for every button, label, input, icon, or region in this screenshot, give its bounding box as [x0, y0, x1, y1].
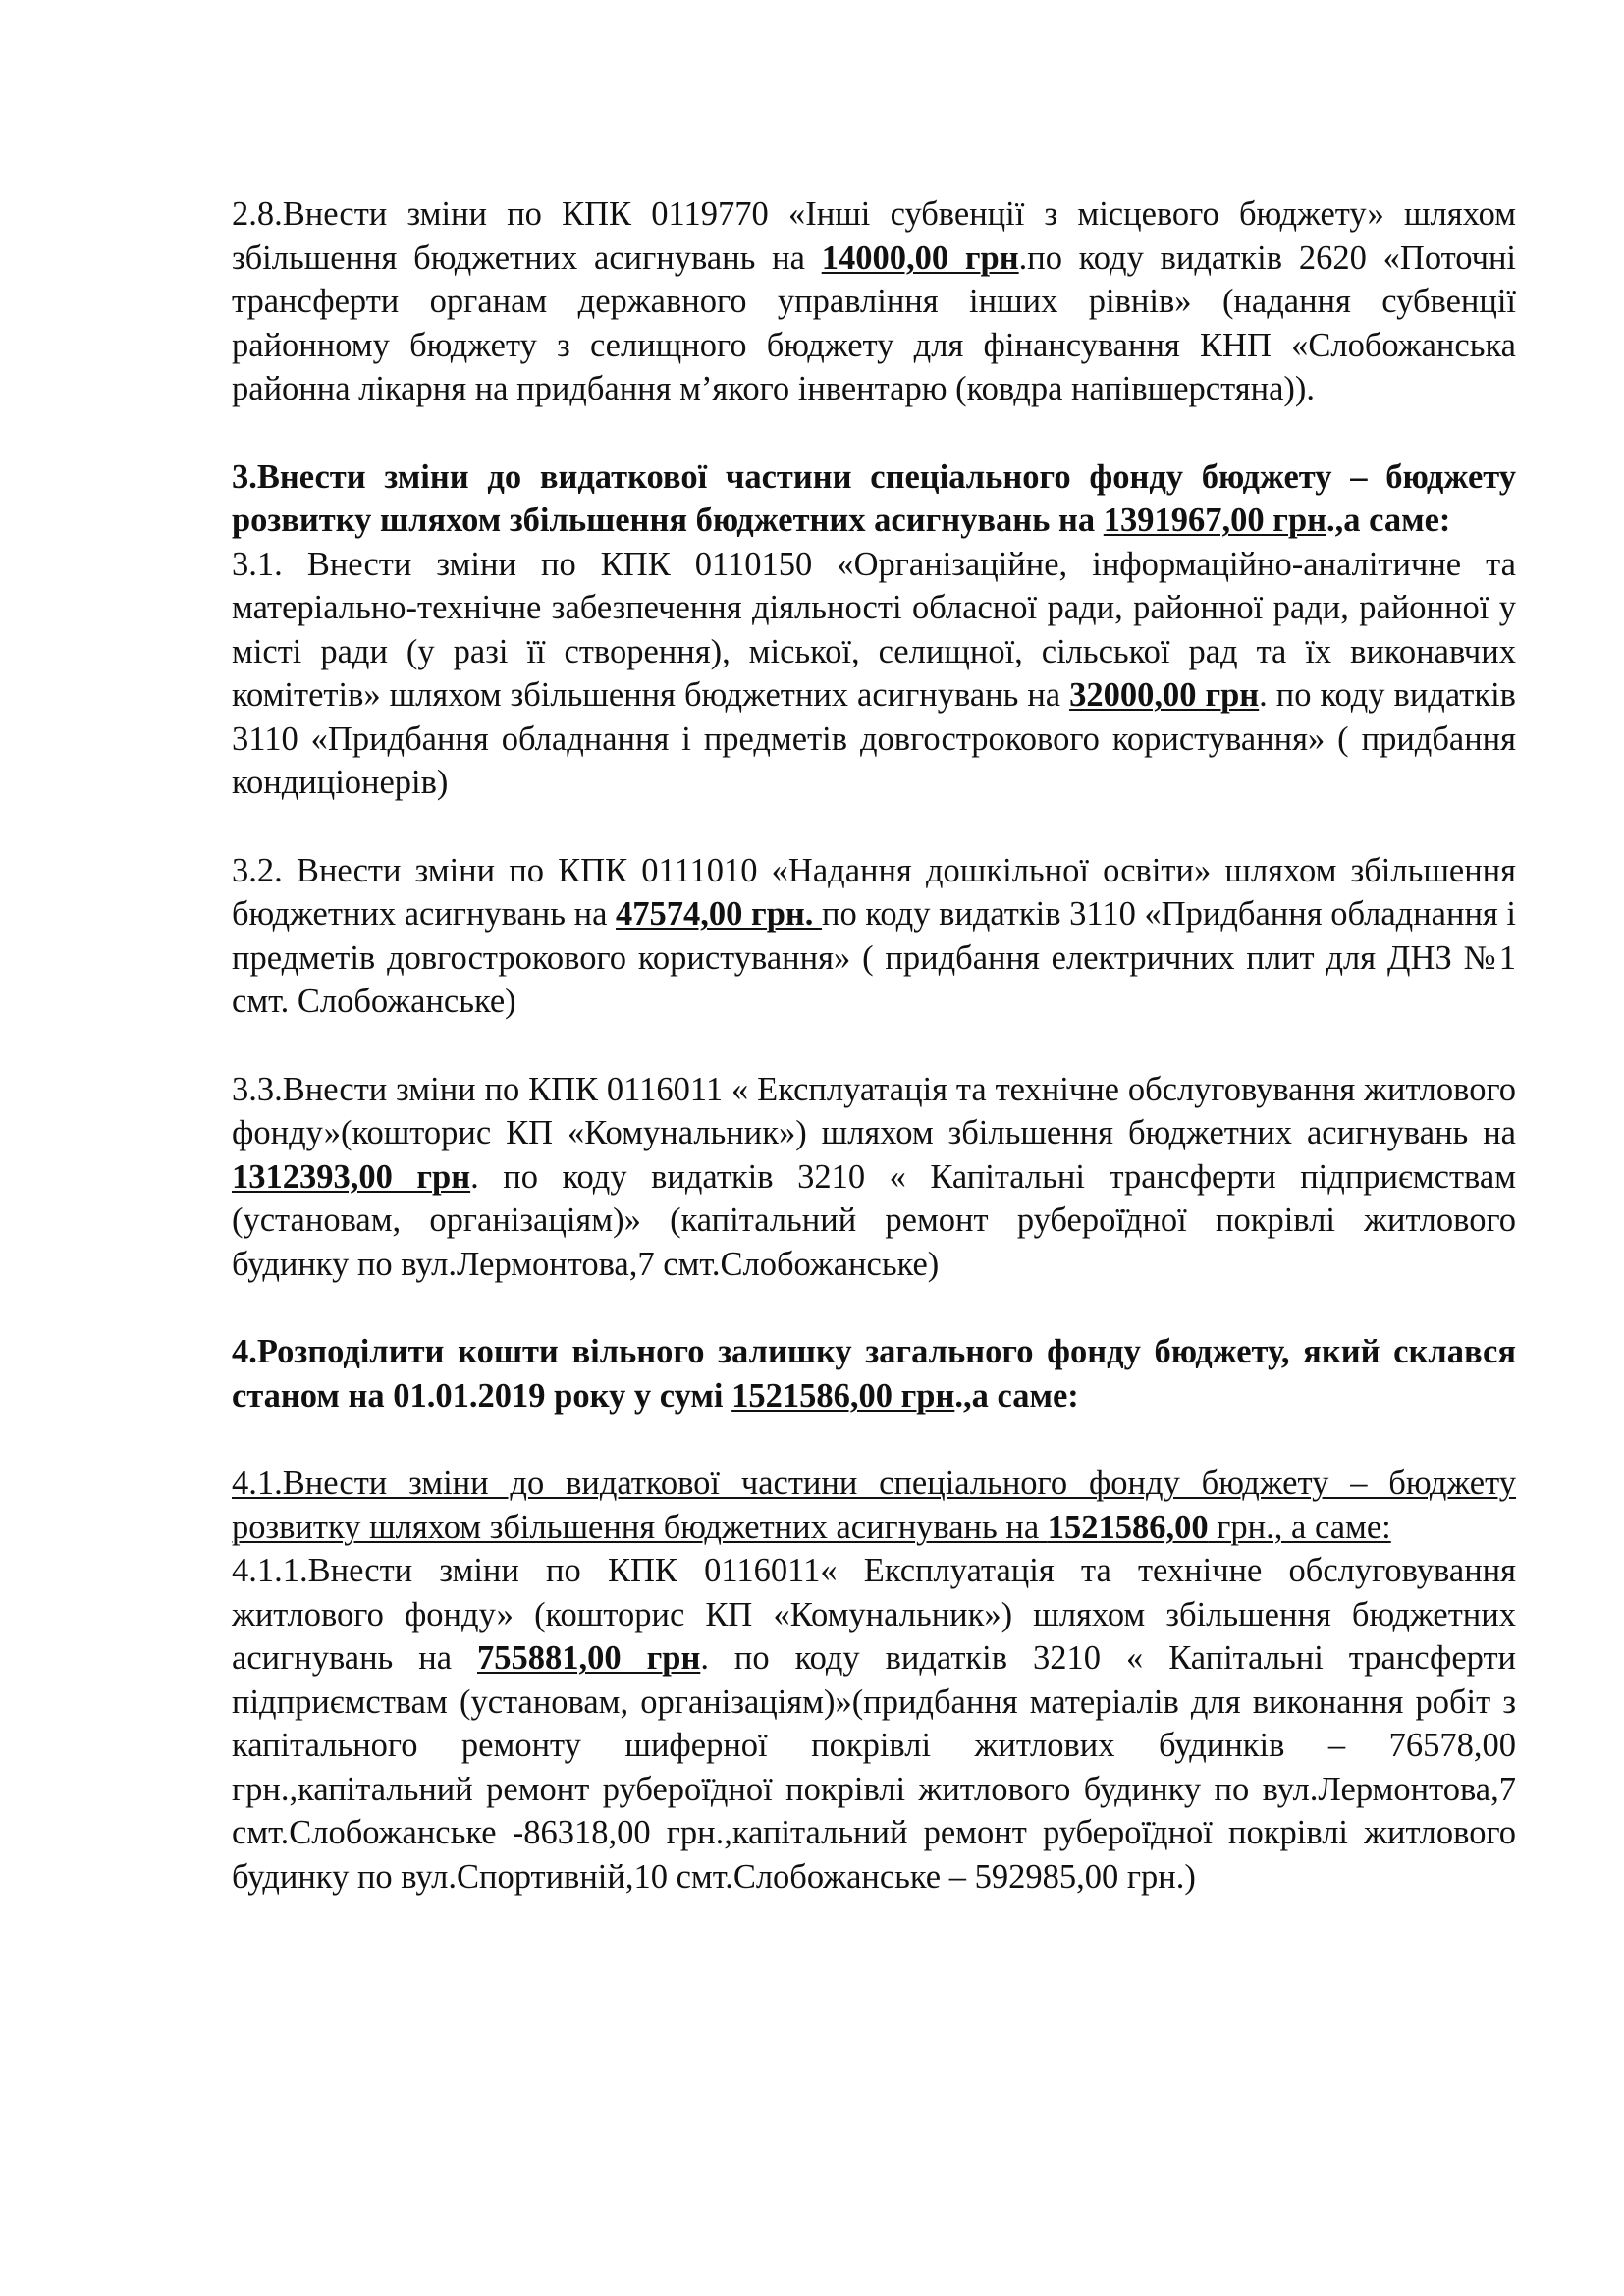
paragraph-3-3-text: 3.3.Внести зміни по КПК 0116011 « Експлуатація та технічне обслуговування житлового фонду»(кошторис КП «Комунальник») шляхом збільшення бюджетних асигнувань на — [232, 1070, 1516, 1151]
paragraph-3-1-text-end: . по коду видатків 3110 «Придбання обладнання і предметів довгострокового користування» ( придбання кондиціонерів) — [232, 676, 1516, 801]
paragraph-2-8-amount: 14000,00 грн — [821, 239, 1019, 277]
section-4-heading-text: 4.Розподілити кошти вільного залишку загального фонду бюджету, який склався станом на 01.01.2019 року у сумі — [232, 1333, 1516, 1415]
paragraph-4-1-1 — [232, 1549, 1516, 1898]
paragraph-4-1-text-end: грн., а саме: — [1208, 1508, 1391, 1546]
paragraph-4-1-1-text: 4.1.1.Внести зміни по КПК 0116011« Експлуатація та технічне обслуговування житлового фонду» (кошторис КП «Комунальник») шляхом збільшення бюджетних асигнувань на — [232, 1552, 1516, 1677]
paragraph-2-8-text-end: .по коду видатків 2620 «Поточні трансферти органам державного управління інших рівнів» (надання субвенції районному бюджету з селищного бюджету для фінансування КНП «Слобожанська районна лікарня на придбання м’якого інвентарю (ковдра напівшерстяна)). — [232, 239, 1516, 407]
paragraph-2-8-text: 2.8.Внести зміни по КПК 0119770 «Інші субвенції з місцевого бюджету» шляхом збільшення бюджетних асигнувань на — [232, 195, 1516, 277]
paragraph-3-1-amount: 32000,00 грн — [1069, 676, 1260, 714]
paragraph-3-2-text-end: по коду видатків 3110 «Придбання обладнання і предметів довгострокового користування» ( придбання електричних плит для ДНЗ №1 смт. Слобожанське) — [232, 895, 1517, 1020]
paragraph-4-1-1-amount: 755881,00 грн — [477, 1639, 701, 1677]
paragraph-4-1-1-text-end: . по коду видатків 3210 « Капітальні трансферти підприємствам (установам, організаціям)»(придбання матеріалів для виконання робіт з капітального ремонту шиферної покрівлі житлових будинків – 76578,00 грн.,капітальний ремонт руберої̈дної покрівлі житлового будинку по вул.Лермонтова,7 смт.Слобожанське -86318,00 грн.,капітальний ремонт руберої̈дної покрівлі житлового будинку по вул.Спортивній,10 смт.Слобожанське – 592985,00 грн.) — [232, 1639, 1516, 1896]
paragraph-3-2-text: 3.2. Внести зміни по КПК 0111010 «Надання дошкільної освіти» шляхом збільшення бюджетних асигнувань на — [232, 851, 1516, 933]
document-body — [232, 192, 1516, 1898]
section-4-heading-end: .,а саме: — [954, 1376, 1079, 1415]
section-3-heading — [232, 455, 1516, 543]
paragraph-4-1-amount: 1521586,00 — [1047, 1508, 1209, 1546]
paragraph-4-1-text: 4.1.Внести зміни до видаткової частини спеціального фонду бюджету – бюджету розвитку шляхом збільшення бюджетних асигнувань на — [232, 1465, 1516, 1546]
section-3-amount: 1391967,00 грн — [1103, 502, 1327, 539]
paragraph-2-8 — [232, 192, 1516, 411]
paragraph-3-1-text: 3.1. Внести зміни по КПК 0110150 «Організаційне, інформаційно-аналітичне та матеріально-технічне забезпечення діяльності обласної ради, районної ради, районної у місті ради (у разі її створення), міської, селищної, сільської рад та їх виконавчих комітетів» шляхом збільшення бюджетних асигнувань на — [232, 545, 1516, 714]
section-3-heading-end: .,а саме: — [1326, 502, 1451, 539]
paragraph-3-3-text-end: . по коду видатків 3210 « Капітальні трансферти підприємствам (установам, організаціям)» (капітальний ремонт руберої̈дної покрівлі житлового будинку по вул.Лермонтова,7 смт.Слобожанське) — [232, 1157, 1517, 1283]
section-3-heading-text: 3.Внести зміни до видаткової частини спеціального фонду бюджету – бюджету розвитку шляхом збільшення бюджетних асигнувань на — [232, 457, 1516, 539]
paragraph-4-1 — [232, 1462, 1516, 1549]
paragraph-3-3-amount: 1312393,00 грн — [232, 1157, 471, 1196]
paragraph-3-1 — [232, 543, 1516, 805]
paragraph-3-3 — [232, 1068, 1516, 1287]
section-4-amount: 1521586,00 грн — [731, 1376, 955, 1415]
section-4-heading — [232, 1330, 1516, 1417]
paragraph-3-2-amount: 47574,00 грн. — [616, 895, 823, 933]
paragraph-3-2 — [232, 849, 1516, 1024]
